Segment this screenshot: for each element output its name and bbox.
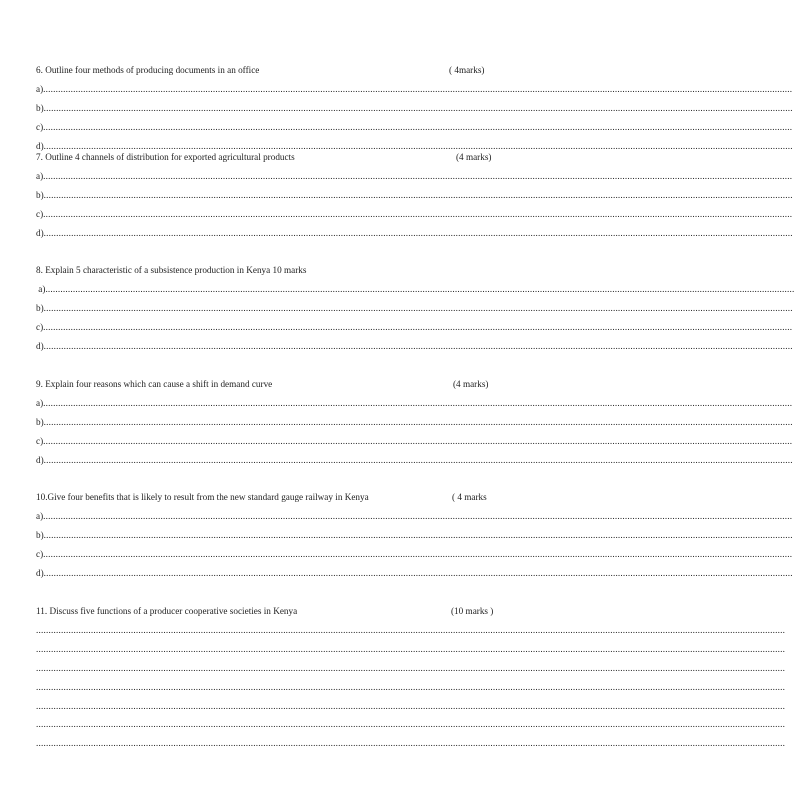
answer-label: a) <box>36 511 44 521</box>
answer-line[interactable] <box>36 167 793 186</box>
dotted-line: ............................................................................................................................................................................................................................................................................................................ <box>43 302 793 313</box>
question-heading <box>36 602 596 621</box>
answer-label: a) <box>36 171 44 181</box>
dotted-line: ............................................................................................................................................................................................................................................................................................................ <box>43 435 793 446</box>
answer-line[interactable] <box>36 545 793 564</box>
marks-label: (4 marks) <box>453 379 489 389</box>
question-11 <box>36 602 786 753</box>
dotted-line: ............................................................................................................................................................................................................................................................................................................ <box>36 700 786 711</box>
answer-label: c) <box>36 121 44 132</box>
question-text: 8. Explain 5 characteristic of a subsistence production in Kenya 10 marks <box>36 265 307 275</box>
marks-label: ( 4marks) <box>449 65 485 75</box>
answer-label: b) <box>36 529 44 540</box>
dotted-line: ............................................................................................................................................................................................................................................................................................................ <box>43 340 793 351</box>
question-text: 9. Explain four reasons which can cause a shift in demand curve <box>36 379 273 389</box>
dotted-line: ............................................................................................................................................................................................................................................................................................................ <box>36 625 786 635</box>
answer-line[interactable] <box>36 564 793 583</box>
answer-line[interactable] <box>36 678 786 697</box>
answer-line[interactable] <box>36 118 793 137</box>
dotted-line: ............................................................................................................................................................................................................................................................................................................ <box>43 416 793 427</box>
answer-line[interactable] <box>36 507 793 526</box>
answer-label: c) <box>36 208 44 219</box>
dotted-line: ............................................................................................................................................................................................................................................................................................................ <box>43 567 793 578</box>
question-text: 11. Discuss five functions of a producer cooperative societies in Kenya <box>36 606 298 616</box>
answer-line[interactable] <box>36 451 793 470</box>
dotted-line: ............................................................................................................................................................................................................................................................................................................ <box>43 529 793 540</box>
answer-line[interactable] <box>36 659 786 678</box>
dotted-line: ............................................................................................................................................................................................................................................................................................................ <box>36 738 786 749</box>
answer-line[interactable] <box>36 80 793 99</box>
question-heading <box>36 488 596 507</box>
answer-label: d) <box>36 454 44 465</box>
question-6 <box>36 61 793 156</box>
answer-line[interactable] <box>36 224 793 243</box>
dotted-line: ............................................................................................................................................................................................................................................................................................................ <box>36 681 786 692</box>
question-heading <box>36 261 596 280</box>
answer-label: d) <box>36 567 44 578</box>
answer-line[interactable] <box>36 697 786 716</box>
answer-line[interactable] <box>36 299 793 318</box>
answer-label: c) <box>36 435 44 446</box>
answer-label: d) <box>36 227 44 238</box>
answer-label: b) <box>36 102 44 113</box>
answer-label: d) <box>36 140 44 151</box>
dotted-line: ............................................................................................................................................................................................................................................................................................................ <box>43 321 793 332</box>
question-9 <box>36 375 793 470</box>
dotted-line: ............................................................................................................................................................................................................................................................................................................ <box>43 398 793 408</box>
question-heading <box>36 148 596 167</box>
dotted-line: ............................................................................................................................................................................................................................................................................................................ <box>43 102 793 113</box>
answer-line[interactable] <box>36 640 786 659</box>
dotted-line: ............................................................................................................................................................................................................................................................................................................ <box>43 121 793 132</box>
answer-label: b) <box>36 189 44 200</box>
dotted-line: ............................................................................................................................................................................................................................................................................................................ <box>43 454 793 465</box>
dotted-line: ............................................................................................................................................................................................................................................................................................................ <box>43 511 793 521</box>
question-7 <box>36 148 793 243</box>
question-10 <box>36 488 793 583</box>
marks-label: (4 marks) <box>456 152 492 162</box>
marks-label: (10 marks ) <box>451 606 494 616</box>
answer-line[interactable] <box>36 621 786 640</box>
dotted-line: ............................................................................................................................................................................................................................................................................................................ <box>36 662 786 673</box>
dotted-line: ............................................................................................................................................................................................................................................................................................................ <box>43 548 793 559</box>
answer-label: d) <box>36 340 44 351</box>
answer-label: a) <box>36 284 46 294</box>
dotted-line: ............................................................................................................................................................................................................................................................................................................ <box>36 643 786 654</box>
answer-line[interactable] <box>36 394 793 413</box>
dotted-line: ............................................................................................................................................................................................................................................................................................................ <box>45 284 795 294</box>
answer-line[interactable] <box>36 205 793 224</box>
question-heading <box>36 375 596 394</box>
dotted-line: ............................................................................................................................................................................................................................................................................................................ <box>43 171 793 181</box>
question-8 <box>36 261 795 356</box>
answer-label: b) <box>36 302 44 313</box>
answer-line[interactable] <box>36 715 786 734</box>
answer-line[interactable] <box>36 318 793 337</box>
answer-line[interactable] <box>36 526 793 545</box>
question-text: 10.Give four benefits that is likely to result from the new standard gauge railway in Kenya <box>36 492 369 502</box>
marks-label: ( 4 marks <box>452 492 487 502</box>
answer-label: c) <box>36 548 44 559</box>
question-text: 6. Outline four methods of producing documents in an office <box>36 65 260 75</box>
answer-label: b) <box>36 416 44 427</box>
answer-line[interactable] <box>36 432 793 451</box>
dotted-line: ............................................................................................................................................................................................................................................................................................................ <box>36 719 786 730</box>
answer-line[interactable] <box>36 186 793 205</box>
answer-label: a) <box>36 84 44 94</box>
answer-label: a) <box>36 398 44 408</box>
answer-line[interactable] <box>36 337 793 356</box>
answer-line[interactable] <box>36 734 786 753</box>
answer-line[interactable] <box>36 413 793 432</box>
question-heading <box>36 61 596 80</box>
answer-line[interactable] <box>36 99 793 118</box>
answer-label: c) <box>36 321 44 332</box>
answer-line[interactable] <box>36 280 795 299</box>
dotted-line: ............................................................................................................................................................................................................................................................................................................ <box>43 189 793 200</box>
question-text: 7. Outline 4 channels of distribution for exported agricultural products <box>36 152 295 162</box>
dotted-line: ............................................................................................................................................................................................................................................................................................................ <box>43 84 793 94</box>
dotted-line: ............................................................................................................................................................................................................................................................................................................ <box>43 208 793 219</box>
dotted-line: ............................................................................................................................................................................................................................................................................................................ <box>43 227 793 238</box>
dotted-line: ............................................................................................................................................................................................................................................................................................................ <box>43 140 793 151</box>
